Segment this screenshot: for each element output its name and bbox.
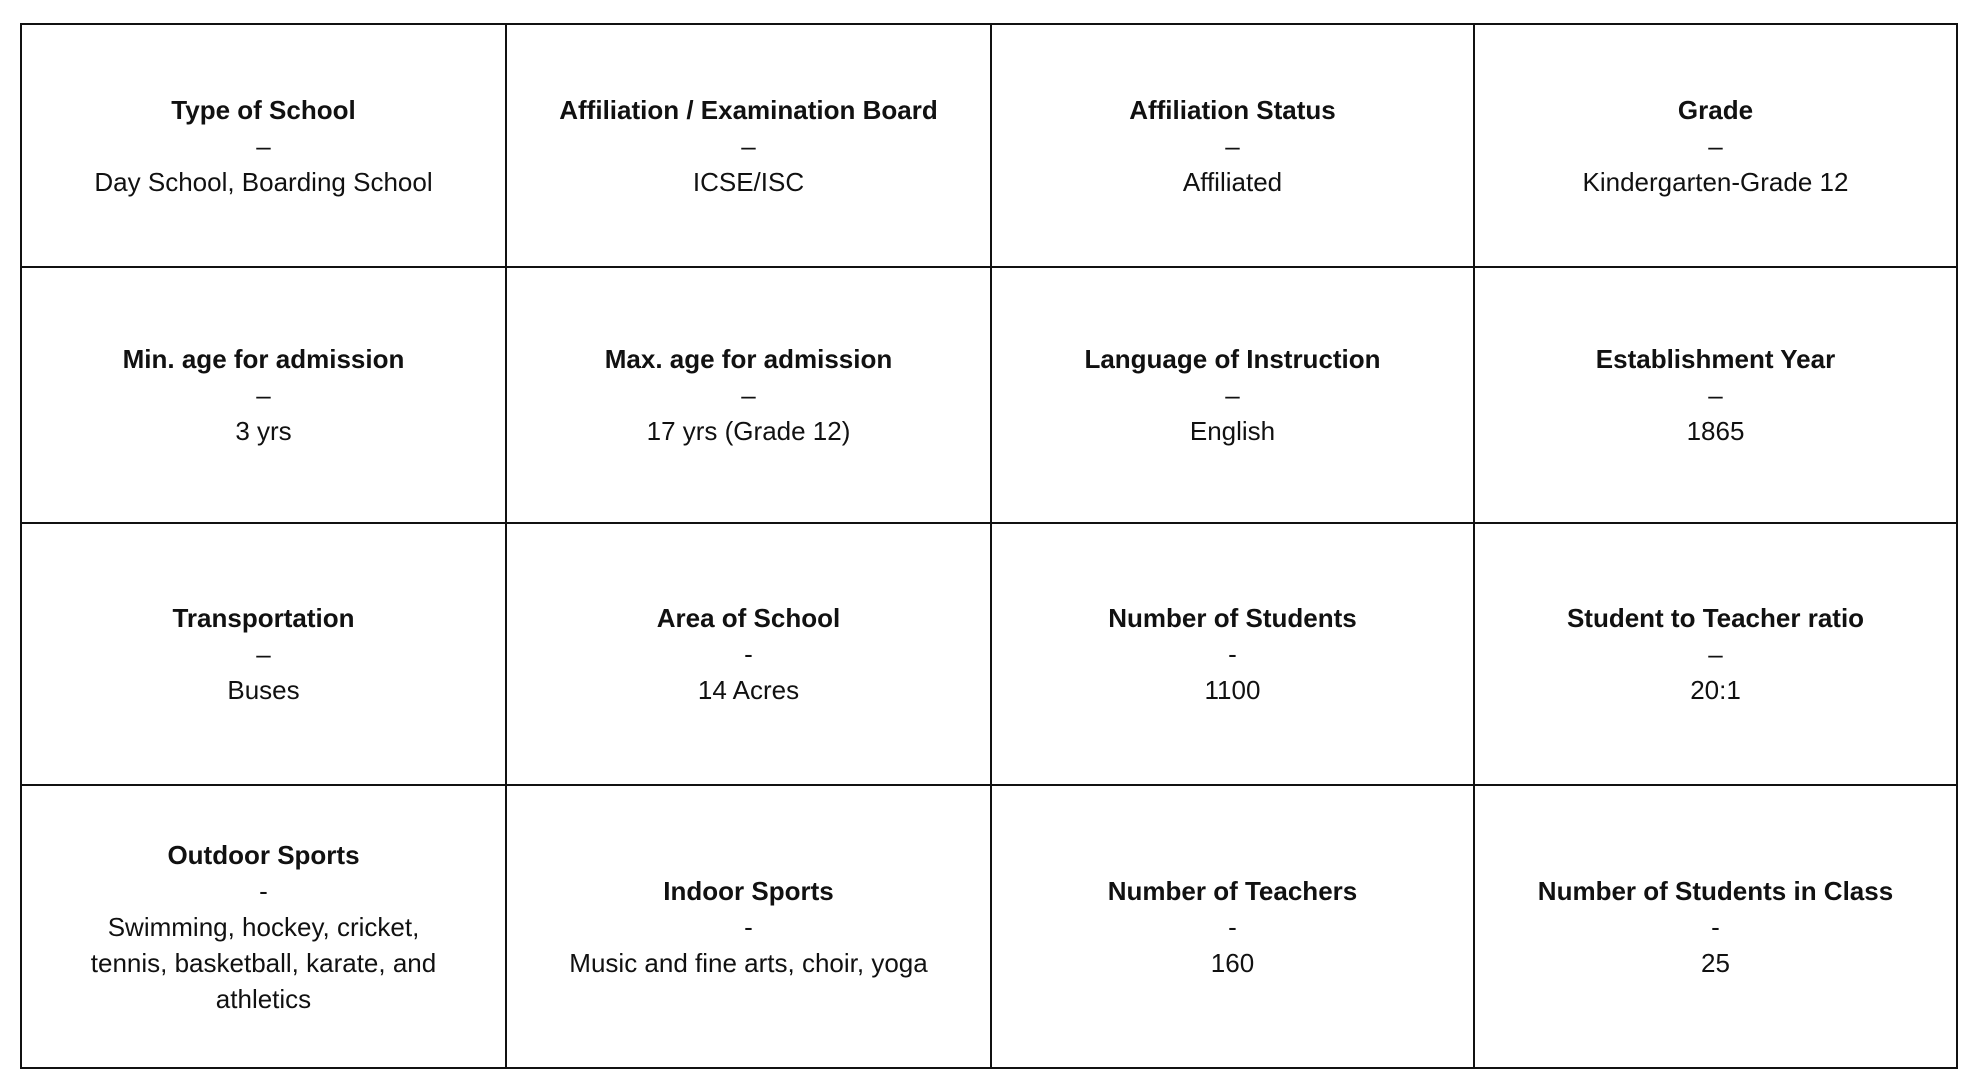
info-cell [992,25,1475,268]
cell-value: 20:1 [1690,675,1741,705]
cell-separator: – [741,380,756,410]
cell-title: Area of School [656,603,841,633]
cell-separator: - [1228,639,1237,669]
cell-value: ICSE/ISC [692,166,805,197]
cell-separator: - [259,875,268,906]
info-cell [992,524,1475,786]
cell-separator: - [1711,911,1720,942]
cell-value: 3 yrs [235,416,292,446]
cell-value: 160 [1210,947,1255,978]
cell-value: 1865 [1686,416,1745,446]
cell-separator: – [1708,639,1723,669]
cell-title: Number of Teachers [1107,875,1358,906]
school-info-table [20,23,1958,1069]
cell-title: Grade [1677,94,1754,125]
cell-separator: - [744,911,753,942]
cell-separator: – [1708,380,1723,410]
cell-separator: – [741,130,756,161]
cell-title: Establishment Year [1595,344,1836,374]
info-cell [22,25,507,268]
cell-separator: – [1708,130,1723,161]
cell-separator: – [1225,380,1240,410]
cell-value: Affiliated [1182,166,1283,197]
cell-title: Affiliation Status [1129,94,1336,125]
cell-value: Buses [227,675,300,705]
info-cell [507,524,992,786]
info-cell [1475,786,1956,1067]
cell-separator: - [1228,911,1237,942]
cell-separator: – [256,639,271,669]
info-cell [1475,268,1956,524]
cell-value: Day School, Boarding School [94,166,433,197]
info-cell [507,786,992,1067]
cell-title: Affiliation / Examination Board [559,94,938,125]
cell-title: Max. age for admission [604,344,893,374]
cell-value: Swimming, hockey, cricket, tennis, basketball, karate, and athletics [90,911,437,1014]
cell-title: Number of Students in Class [1537,875,1894,906]
cell-title: Student to Teacher ratio [1566,603,1865,633]
info-cell [22,786,507,1067]
cell-value: 25 [1701,947,1730,978]
info-cell [1475,25,1956,268]
cell-value: Kindergarten-Grade 12 [1582,166,1849,197]
cell-title: Transportation [172,603,355,633]
cell-title: Type of School [171,94,356,125]
cell-title: Indoor Sports [663,875,834,906]
cell-title: Outdoor Sports [167,839,360,870]
cell-separator: – [1225,130,1240,161]
info-cell [22,268,507,524]
info-cell [992,786,1475,1067]
cell-value: Music and fine arts, choir, yoga [569,947,928,978]
cell-value: English [1189,416,1276,446]
cell-separator: – [256,380,271,410]
info-cell [22,524,507,786]
cell-separator: – [256,130,271,161]
info-cell [992,268,1475,524]
cell-value: 1100 [1204,675,1261,705]
info-cell [507,25,992,268]
cell-title: Language of Instruction [1084,344,1381,374]
cell-value: 14 Acres [697,675,800,705]
info-cell [1475,524,1956,786]
cell-value: 17 yrs (Grade 12) [646,416,851,446]
cell-title: Number of Students [1108,603,1357,633]
info-cell [507,268,992,524]
cell-title: Min. age for admission [122,344,405,374]
cell-separator: - [744,639,753,669]
